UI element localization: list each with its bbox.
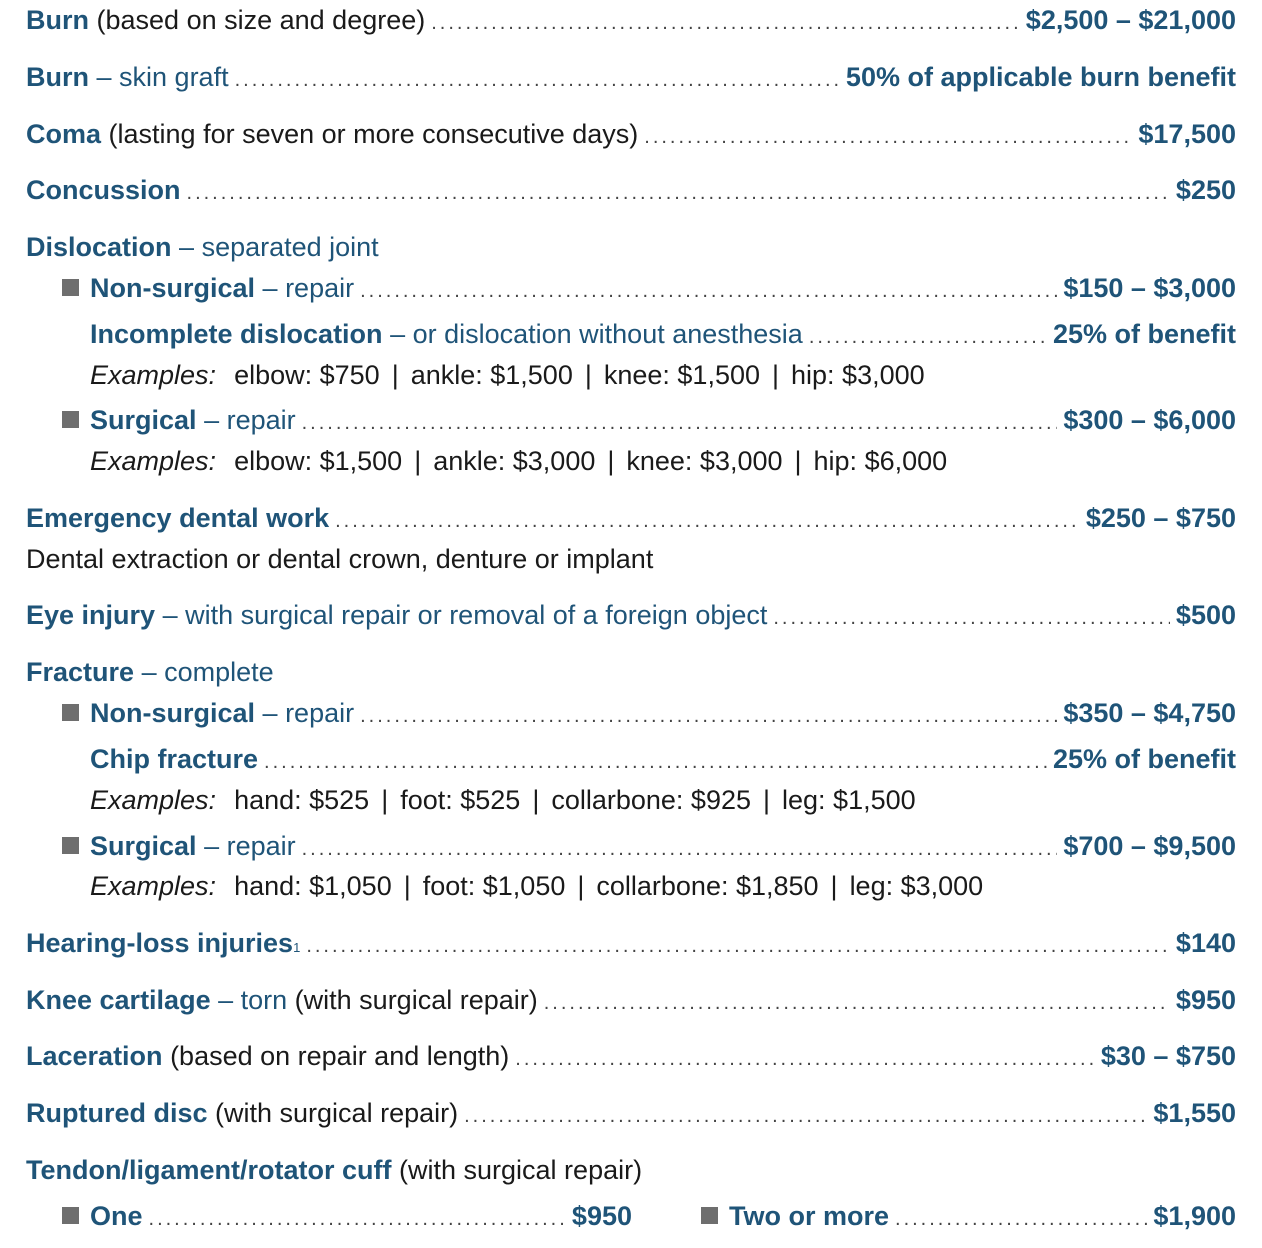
dot-leader xyxy=(187,172,1170,211)
benefit-detail-extra: (with surgical repair) xyxy=(294,985,538,1015)
examples-row xyxy=(90,357,1236,393)
separator: | xyxy=(763,785,771,815)
benefit-detail: – torn xyxy=(218,985,288,1015)
separator: | xyxy=(607,446,615,476)
example-item: leg: $3,000 xyxy=(849,871,984,901)
examples-label: Examples: xyxy=(90,360,217,390)
benefit-row-dental xyxy=(26,500,1236,536)
benefit-term: Concussion xyxy=(26,175,181,205)
separator: | xyxy=(414,446,422,476)
separator: | xyxy=(403,871,411,901)
separator: | xyxy=(532,785,540,815)
benefit-value: $500 xyxy=(1175,600,1236,630)
example-item: hip: $3,000 xyxy=(791,360,925,390)
examples-row xyxy=(90,443,1236,479)
benefit-detail: (lasting for seven or more consecutive days) xyxy=(108,119,639,149)
benefit-value: $140 xyxy=(1175,928,1236,958)
benefit-term: Ruptured disc xyxy=(26,1098,208,1128)
benefit-term: Burn xyxy=(26,62,89,92)
benefit-row-dislocation-surgical xyxy=(90,402,1236,438)
example-item: hip: $6,000 xyxy=(813,446,948,476)
benefit-detail: – repair xyxy=(262,698,355,728)
benefit-term: Surgical xyxy=(90,405,197,435)
benefit-term: Incomplete dislocation xyxy=(90,319,383,349)
benefit-detail: – skin graft xyxy=(96,62,229,92)
dot-leader xyxy=(149,1198,566,1237)
example-item: elbow: $1,500 xyxy=(234,446,403,476)
example-item: foot: $525 xyxy=(400,785,521,815)
dot-leader xyxy=(644,116,1132,155)
benefit-detail: (based on repair and length) xyxy=(170,1041,510,1071)
dot-leader xyxy=(302,402,1058,441)
benefit-row-tendon xyxy=(26,1152,1236,1188)
example-item: hand: $525 xyxy=(234,785,370,815)
benefit-row-incomplete-dislocation xyxy=(90,316,1236,352)
benefit-term: Non-surgical xyxy=(90,273,256,303)
benefit-term: Non-surgical xyxy=(90,698,256,728)
separator: | xyxy=(830,871,838,901)
dot-leader xyxy=(515,1038,1095,1077)
benefit-row-burn-graft xyxy=(26,59,1236,95)
benefit-detail: – with surgical repair or removal of a foreign object xyxy=(162,600,768,630)
benefit-term: Laceration xyxy=(26,1041,163,1071)
example-item: collarbone: $1,850 xyxy=(596,871,819,901)
benefit-row-eye xyxy=(26,597,1236,633)
benefit-value: $700 – $9,500 xyxy=(1063,831,1236,861)
separator: | xyxy=(772,360,780,390)
benefit-row-chip-fracture xyxy=(90,741,1236,777)
benefit-value: $150 – $3,000 xyxy=(1063,273,1236,303)
example-item: hand: $1,050 xyxy=(234,871,392,901)
benefit-row-concussion xyxy=(26,172,1236,208)
benefit-detail: (with surgical repair) xyxy=(399,1155,643,1185)
example-item: ankle: $3,000 xyxy=(433,446,596,476)
separator: | xyxy=(577,871,585,901)
example-item: collarbone: $925 xyxy=(551,785,751,815)
dot-leader xyxy=(773,597,1170,636)
benefit-term: Burn xyxy=(26,5,89,35)
dot-leader xyxy=(335,500,1080,539)
benefit-value: $1,550 xyxy=(1153,1098,1236,1128)
benefit-value: $250 – $750 xyxy=(1085,503,1236,533)
benefit-row-burn xyxy=(26,2,1236,38)
benefit-term: Knee cartilage xyxy=(26,985,211,1015)
benefit-note: Dental extraction or dental crown, denture or implant xyxy=(26,544,654,574)
benefit-row-knee xyxy=(26,982,1236,1018)
benefit-value: $300 – $6,000 xyxy=(1063,405,1236,435)
dot-leader xyxy=(431,2,1020,41)
benefit-value: 25% of benefit xyxy=(1052,319,1236,349)
square-bullet-icon xyxy=(62,279,79,296)
example-item: foot: $1,050 xyxy=(422,871,566,901)
benefit-detail: – complete xyxy=(141,657,274,687)
benefit-detail: – or dislocation without anesthesia xyxy=(390,319,803,349)
dot-leader xyxy=(895,1198,1147,1237)
benefit-value: $350 – $4,750 xyxy=(1063,698,1236,728)
benefit-row-coma xyxy=(26,116,1236,152)
example-item: ankle: $1,500 xyxy=(410,360,573,390)
separator: | xyxy=(391,360,399,390)
examples-label: Examples: xyxy=(90,871,217,901)
dot-leader xyxy=(360,270,1057,309)
dot-leader xyxy=(306,925,1170,964)
benefit-detail: (with surgical repair) xyxy=(215,1098,459,1128)
benefit-note-dental xyxy=(26,541,1236,577)
benefit-row-ruptured-disc xyxy=(26,1095,1236,1131)
benefit-row-fracture-surgical xyxy=(90,828,1236,864)
benefit-row-laceration xyxy=(26,1038,1236,1074)
benefit-value: $950 xyxy=(571,1201,632,1231)
examples-label: Examples: xyxy=(90,785,217,815)
square-bullet-icon xyxy=(62,837,79,854)
square-bullet-icon xyxy=(701,1207,718,1224)
benefit-row-fracture xyxy=(26,654,1236,690)
benefit-detail: (based on size and degree) xyxy=(96,5,426,35)
dot-leader xyxy=(360,695,1057,734)
example-item: leg: $1,500 xyxy=(782,785,916,815)
separator: | xyxy=(794,446,802,476)
examples-label: Examples: xyxy=(90,446,217,476)
dot-leader xyxy=(809,316,1047,355)
dot-leader xyxy=(544,982,1170,1021)
example-item: knee: $3,000 xyxy=(626,446,783,476)
separator: | xyxy=(381,785,389,815)
examples-row xyxy=(90,782,1236,818)
benefit-row-dislocation xyxy=(26,229,1236,265)
square-bullet-icon xyxy=(62,704,79,721)
square-bullet-icon xyxy=(62,411,79,428)
benefit-term: Surgical xyxy=(90,831,197,861)
benefit-value: 50% of applicable burn benefit xyxy=(845,62,1236,92)
benefit-value: $950 xyxy=(1175,985,1236,1015)
benefit-row-fracture-nonsurgical xyxy=(90,695,1236,731)
benefit-row-tendon-one xyxy=(90,1198,632,1234)
benefit-term: Eye injury xyxy=(26,600,156,630)
benefit-value: 25% of benefit xyxy=(1052,744,1236,774)
benefit-term: Emergency dental work xyxy=(26,503,330,533)
example-item: elbow: $750 xyxy=(234,360,380,390)
square-bullet-icon xyxy=(62,1207,79,1224)
benefit-value: $30 – $750 xyxy=(1100,1041,1236,1071)
benefit-row-dislocation-nonsurgical xyxy=(90,270,1236,306)
separator: | xyxy=(584,360,592,390)
benefit-term: Fracture xyxy=(26,657,135,687)
benefit-row-tendon-two-or-more xyxy=(729,1198,1236,1234)
benefit-term: Coma xyxy=(26,119,102,149)
benefit-value: $17,500 xyxy=(1138,119,1236,149)
examples-row xyxy=(90,868,1236,904)
example-item: knee: $1,500 xyxy=(603,360,760,390)
dot-leader xyxy=(302,828,1058,867)
benefit-detail: – separated joint xyxy=(179,232,379,262)
benefit-detail: – repair xyxy=(204,405,296,435)
benefit-term: Two or more xyxy=(729,1201,890,1231)
dot-leader xyxy=(235,59,840,98)
dot-leader xyxy=(464,1095,1147,1134)
dot-leader xyxy=(264,741,1047,780)
benefit-term: Chip fracture xyxy=(90,744,259,774)
benefit-term: One xyxy=(90,1201,143,1231)
benefit-term: Hearing-loss injuries xyxy=(26,928,294,958)
benefit-value: $250 xyxy=(1175,175,1236,205)
benefit-detail: – repair xyxy=(204,831,296,861)
footnote-marker: 1 xyxy=(293,940,301,955)
benefit-term: Tendon/ligament/rotator cuff xyxy=(26,1155,392,1185)
benefit-value: $1,900 xyxy=(1153,1201,1236,1231)
benefit-term: Dislocation xyxy=(26,232,172,262)
benefit-detail: – repair xyxy=(262,273,355,303)
benefit-value: $2,500 – $21,000 xyxy=(1025,5,1236,35)
benefit-row-hearing xyxy=(26,925,1236,961)
